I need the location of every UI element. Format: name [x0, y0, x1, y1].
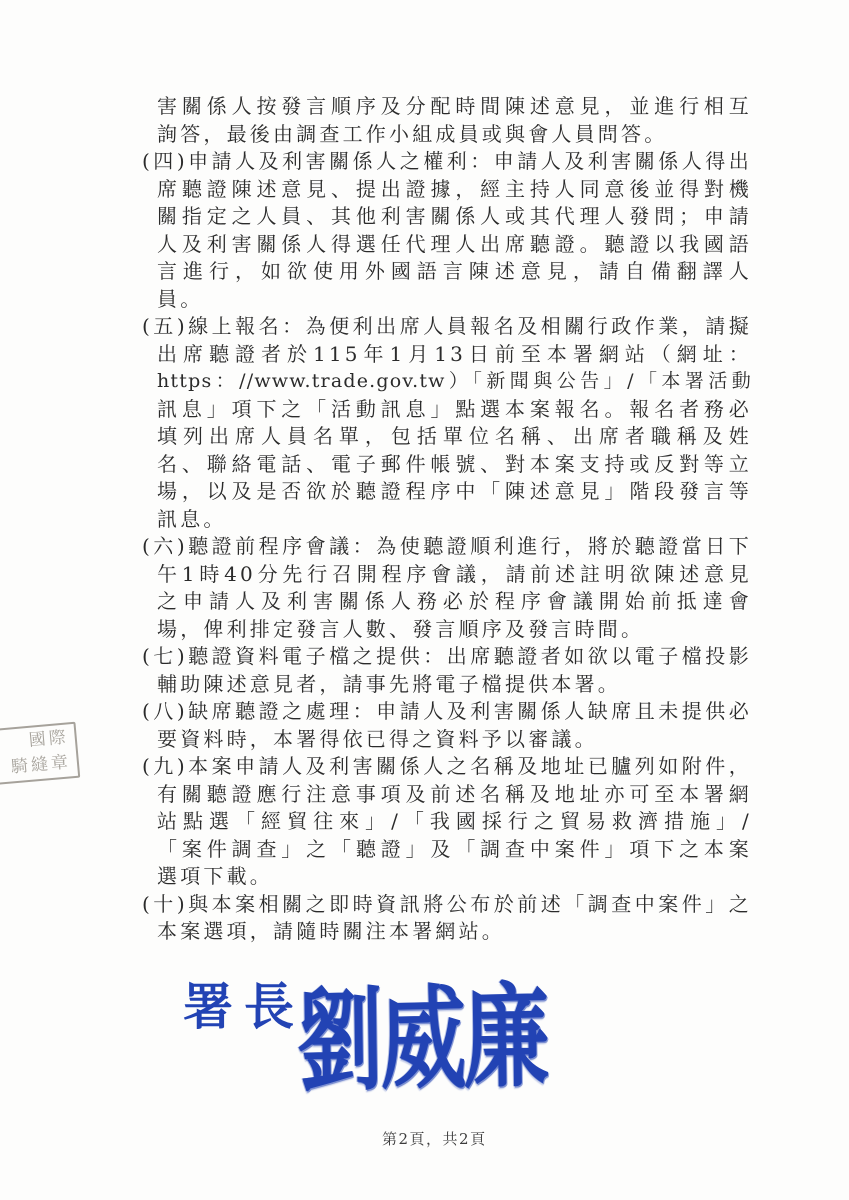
text-line: 員。 [157, 286, 204, 311]
text-line: 出席聽證者於115年1月13日前至本署網站（網址： [157, 341, 752, 366]
text-line: 有關聽證應行注意事項及前述名稱及地址亦可至本署網 [157, 781, 752, 806]
text-line: (十)與本案相關之即時資訊將公布於前述「調查中案件」之 [142, 891, 752, 916]
text-line: https：//www.trade.gov.tw）「新聞與公告」/「本署活動 [157, 370, 752, 392]
text-line: 站點選「經貿往來」/「我國採行之貿易救濟措施」/ [157, 809, 752, 833]
text-line: 場，俾利排定發言人數、發言順序及發言時間。 [157, 616, 645, 641]
seal-text-line: 騎縫章 [10, 752, 72, 778]
cross-page-seal-stamp [0, 722, 80, 787]
signature-name-stamp: 劉威廉 [296, 971, 548, 1108]
text-line: 填列出席人員名單，包括單位名稱、出席者職稱及姓 [157, 424, 752, 448]
text-line: 「案件調查」之「聽證」及「調查中案件」項下之本案 [157, 836, 752, 861]
text-line: 輔助陳述意見者，請事先將電子檔提供本署。 [157, 671, 621, 696]
text-line: 要資料時，本署得依已得之資料予以審議。 [157, 726, 598, 751]
page-number-footer: 第2頁，共2頁 [382, 1130, 487, 1148]
text-line: (七)聽證資料電子檔之提供：出席聽證者如欲以電子檔投影 [142, 644, 752, 668]
text-line: (九)本案申請人及利害關係人之名稱及地址已臚列如附件， [142, 754, 752, 778]
text-line: 本案選項，請隨時關注本署網站。 [157, 919, 505, 943]
text-line: 人及利害關係人得選任代理人出席聽證。聽證以我國語 [157, 231, 752, 256]
text-line: 午1時40分先行召開程序會議，請前述註明欲陳述意見 [157, 561, 752, 586]
text-line: (八)缺席聽證之處理：申請人及利害關係人缺席且未提供必 [142, 699, 752, 723]
signer-title: 署長 [183, 977, 305, 1036]
document-body [142, 93, 752, 946]
text-line: 詢答，最後由調查工作小組成員或與會人員問答。 [157, 121, 668, 146]
text-line: 害關係人按發言順序及分配時間陳述意見，並進行相互 [157, 94, 752, 118]
text-line: 關指定之人員、其他利害關係人或其代理人發問；申請 [157, 204, 752, 228]
text-line: 訊息。 [157, 506, 227, 531]
text-line: 名、聯絡電話、電子郵件帳號、對本案支持或反對等立 [157, 451, 752, 476]
text-line: 之申請人及利害關係人務必於程序會議開始前抵達會 [157, 589, 752, 613]
text-line: (四)申請人及利害關係人之權利：申請人及利害關係人得出 [142, 149, 752, 173]
text-line: (六)聽證前程序會議：為使聽證順利進行，將於聽證當日下 [142, 534, 752, 558]
text-line: 席聽證陳述意見、提出證據，經主持人同意後並得對機 [157, 176, 752, 201]
seal-text-line: 國際 [27, 727, 70, 751]
text-line: 場，以及是否欲於聽證程序中「陳述意見」階段發言等 [157, 479, 752, 503]
text-line: (五)線上報名：為便利出席人員報名及相關行政作業，請擬 [142, 314, 752, 338]
text-line: 選項下載。 [157, 864, 273, 888]
text-line: 言進行，如欲使用外國語言陳述意見，請自備翻譯人 [157, 259, 752, 283]
text-line: 訊息」項下之「活動訊息」點選本案報名。報名者務必 [157, 396, 752, 421]
